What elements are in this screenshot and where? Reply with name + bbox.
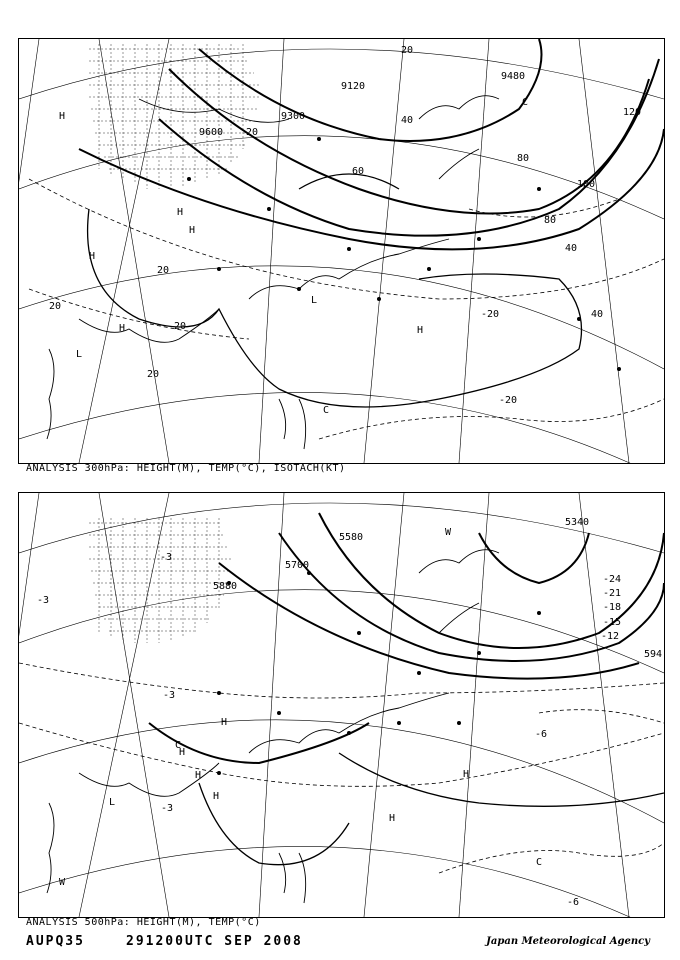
upper-high-center: H [177, 207, 184, 218]
upper-isotach-label: 60 [352, 166, 365, 177]
lower-warm-center: W [445, 527, 452, 538]
upper-isotach-lines [88, 174, 582, 407]
upper-isotach-label: 80 [544, 215, 557, 226]
lower-temperature-label: -24 [603, 574, 622, 585]
upper-isotach-label: 20 [157, 265, 170, 276]
upper-low-center: L [76, 349, 83, 360]
upper-chart-caption: ANALYSIS 300hPa: HEIGHT(M), TEMP(°C), ISOTACH(KT) [26, 463, 346, 474]
lower-chart-panel [18, 492, 665, 918]
upper-isotach-label: 20 [401, 45, 414, 56]
upper-high-center: H [59, 111, 66, 122]
lower-temperature-label: -3 [37, 595, 50, 606]
lower-temperature-label: -12 [601, 631, 620, 642]
upper-high-center: H [119, 323, 126, 334]
lower-labels [37, 517, 662, 908]
upper-station-marks [187, 137, 621, 371]
upper-isotach-label: 80 [517, 153, 530, 164]
upper-isotach-label: 40 [401, 115, 414, 126]
upper-high-center: H [417, 325, 424, 336]
agency-name: Japan Meteorological Agency [486, 936, 650, 947]
upper-height-label: 9120 [341, 81, 366, 92]
lower-height-label: 594 [644, 649, 663, 660]
lower-warm-center: W [59, 877, 66, 888]
lower-height-label: 5340 [565, 517, 590, 528]
lower-thin-contours [199, 753, 664, 865]
upper-chart-map [19, 39, 664, 463]
upper-temperature-label: -20 [481, 309, 500, 320]
lower-temperature-label: -3 [163, 690, 176, 701]
lower-temperature-label: -21 [603, 588, 622, 599]
upper-low-center: L [311, 295, 318, 306]
upper-isotach-label: 120 [623, 107, 642, 118]
lower-height-label: 5580 [339, 532, 364, 543]
lower-high-center: H [463, 769, 470, 780]
lower-high-center: H [179, 747, 186, 758]
upper-isotach-label: 40 [565, 243, 578, 254]
bulletin-timestamp: 291200UTC SEP 2008 [126, 934, 303, 949]
lower-temperature-label: -6 [567, 897, 580, 908]
lower-high-center: H [195, 770, 202, 781]
upper-high-center: H [89, 251, 96, 262]
lower-temperature-label: -18 [603, 602, 622, 613]
upper-high-center: H [189, 225, 196, 236]
lower-temperature-label: -3 [160, 552, 173, 563]
upper-height-label: 9600 [199, 127, 224, 138]
lower-chart-map [19, 493, 664, 917]
lower-high-center: H [213, 791, 220, 802]
upper-hatch [89, 44, 259, 189]
lower-high-center: H [389, 813, 396, 824]
upper-isotach-label: 20 [174, 321, 187, 332]
lower-high-center: H [221, 717, 228, 728]
upper-isotach-label: 20 [49, 301, 62, 312]
upper-isotach-label: 100 [577, 179, 596, 190]
upper-isotach-label: 20 [147, 369, 160, 380]
lower-cold-center: C [536, 857, 543, 868]
upper-height-label: 9300 [281, 111, 306, 122]
upper-temperature-lines [29, 179, 664, 439]
bulletin-code: AUPQ35 [26, 934, 85, 949]
upper-isotach-label: 20 [246, 127, 259, 138]
upper-height-contours [79, 39, 664, 249]
upper-height-label: 9480 [501, 71, 526, 82]
lower-temperature-label: -15 [603, 617, 622, 628]
lower-temperature-lines [19, 663, 664, 873]
lower-cold-center: C [175, 740, 182, 751]
lower-low-center: L [109, 797, 116, 808]
lower-temperature-label: -6 [535, 729, 548, 740]
lower-height-label: 5700 [285, 560, 310, 571]
lower-temperature-label: -3 [161, 803, 174, 814]
upper-cold-center: C [522, 97, 529, 108]
lower-graticule [19, 493, 664, 917]
lower-coastlines [47, 550, 499, 903]
upper-cold-center: C [323, 405, 330, 416]
lower-height-label: 5880 [213, 581, 238, 592]
lower-chart-caption: ANALYSIS 500hPa: HEIGHT(M), TEMP(°C) [26, 917, 261, 928]
upper-chart-panel [18, 38, 665, 464]
lower-station-marks [217, 571, 541, 775]
upper-temperature-label: -20 [499, 395, 518, 406]
upper-isotach-label: 40 [591, 309, 604, 320]
